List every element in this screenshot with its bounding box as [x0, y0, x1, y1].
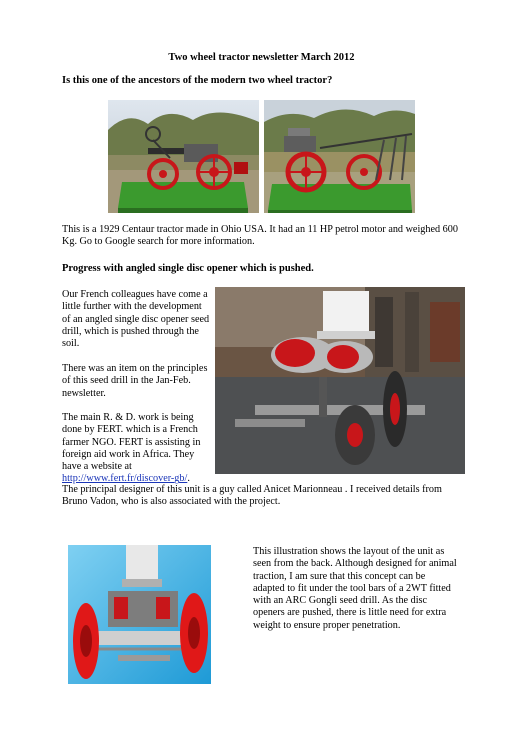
jan-feb-paragraph: There was an item on the principles of this seed drill in the Jan-Feb. newsletter. — [62, 363, 208, 399]
section-heading-ancestors: Is this one of the ancestors of the modern two wheel tractor? — [62, 75, 333, 86]
fert-paragraph — [62, 412, 210, 486]
tractor-description: This is a 1929 Centaur tractor made in Ohio USA. It had an 11 HP petrol motor and weighed 600 Kg. Go to Google search for more information. — [62, 224, 458, 248]
fert-website-link[interactable]: http://www.fert.fr/discover-gb/ — [62, 473, 188, 485]
illustration-description: This illustration shows the layout of the unit as seen from the back. Although designed for animal traction, I am sure that this concept can be adapted to fit under the tool bars of a 2WT fitted with an ARC Gongli seed drill. As the disc openers are pushed, there is little need for extra weight to ensure proper penetration. — [253, 546, 457, 631]
centaur-tractor-photo-left — [108, 100, 259, 213]
french-colleagues-paragraph: Our French colleagues have come a little further with the development of an angled single disc opener seed drill, which is pushed through the soil. — [62, 289, 210, 350]
page-title: Two wheel tractor newsletter March 2012 — [168, 52, 355, 63]
fert-text: The main R. & D. work is being done by FERT. which is a French farmer NGO. FERT is assisting in foreign aid work in Africa. They have a website at — [62, 412, 201, 473]
centaur-tractor-photo-right — [264, 100, 415, 213]
designer-paragraph: The principal designer of this unit is a guy called Anicet Marionneau . I received details from Bruno Vadon, who is also associated with the project. — [62, 484, 442, 508]
link-period: . — [187, 473, 190, 485]
seed-drill-illustration — [68, 545, 211, 684]
seed-drill-photo — [215, 287, 465, 474]
section-heading-disc-opener: Progress with angled single disc opener which is pushed. — [62, 263, 314, 274]
